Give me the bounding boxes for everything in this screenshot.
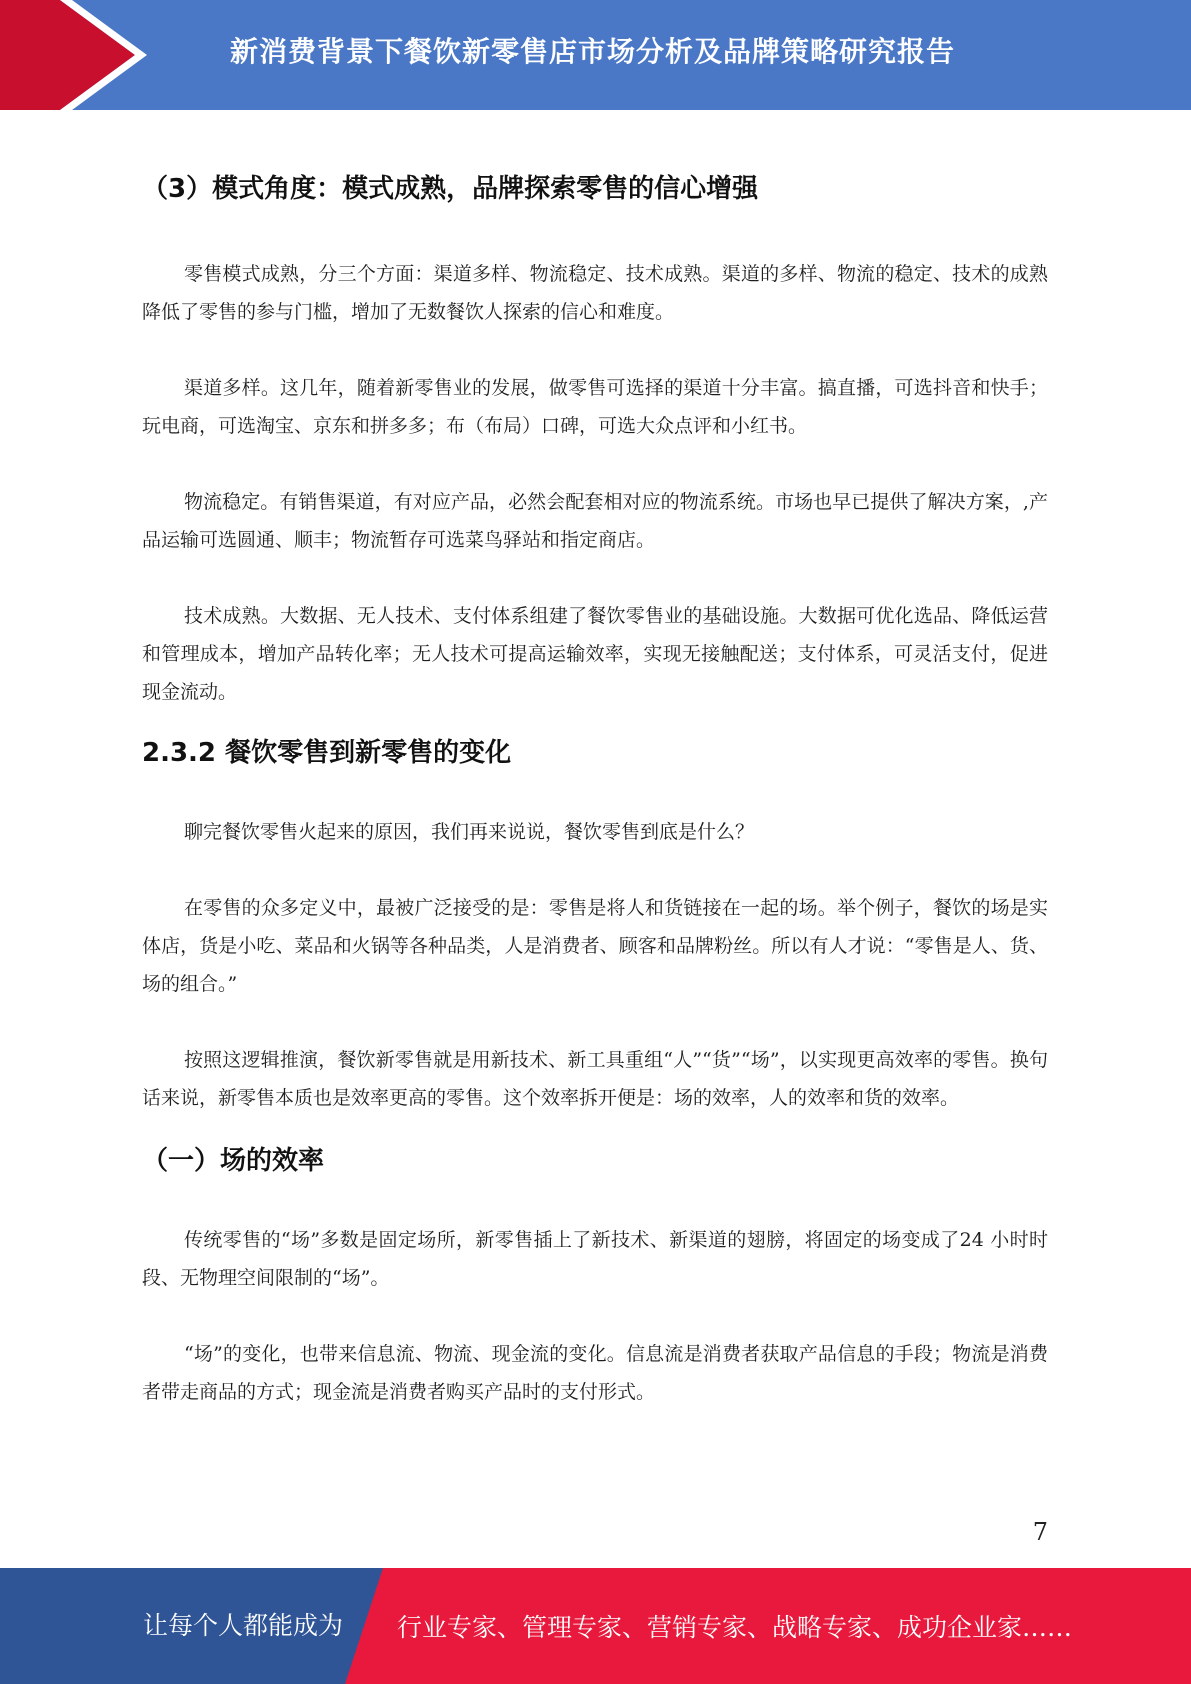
section-heading-mode: （3）模式角度：模式成熟，品牌探索零售的信心增强 [142,174,759,204]
header-arrow-decoration [0,0,160,110]
report-title: 新消费背景下餐饮新零售店市场分析及品牌策略研究报告 [230,35,956,68]
paragraph: 零售模式成熟，分三个方面：渠道多样、物流稳定、技术成熟。渠道的多样、物流的稳定、技术的成熟降低了零售的参与门槛，增加了无数餐饮人探索的信心和难度。 [142,263,1048,323]
paragraph: 在零售的众多定义中，最被广泛接受的是：零售是将人和货链接在一起的场。举个例子，餐饮的场是实体店，货是小吃、菜品和火锅等各种品类，人是消费者、顾客和品牌粉丝。所以有人才说：“零售是人、货、场的组合。” [142,897,1048,995]
page-number: 7 [1032,1518,1048,1546]
section-heading-2-3-2: 2.3.2 餐饮零售到新零售的变化 [142,738,512,768]
paragraph: 传统零售的“场”多数是固定场所，新零售插上了新技术、新渠道的翅膀，将固定的场变成了24 小时时段、无物理空间限制的“场”。 [142,1229,1048,1289]
footer-slogan-right: 行业专家、管理专家、营销专家、战略专家、成功企业家…… [397,1613,1073,1642]
paragraph: 渠道多样。这几年，随着新零售业的发展，做零售可选择的渠道十分丰富。搞直播，可选抖音和快手；玩电商，可选淘宝、京东和拼多多；布（布局）口碑，可选大众点评和小红书。 [142,377,1048,437]
paragraph: 物流稳定。有销售渠道，有对应产品，必然会配套相对应的物流系统。市场也早已提供了解决方案，,产品运输可选圆通、顺丰；物流暂存可选菜鸟驿站和指定商店。 [142,491,1048,551]
page-footer [0,1568,1191,1684]
page-content [142,165,1048,1411]
paragraph: 按照这逻辑推演，餐饮新零售就是用新技术、新工具重组“人”“货”“场”，以实现更高效率的零售。换句话来说，新零售本质也是效率更高的零售。这个效率拆开便是：场的效率，人的效率和货的效率。 [142,1049,1048,1109]
footer-slogan-left: 让每个人都能成为 [143,1611,344,1640]
paragraph: “场”的变化，也带来信息流、物流、现金流的变化。信息流是消费者获取产品信息的手段；物流是消费者带走商品的方式；现金流是消费者购买产品时的支付形式。 [142,1343,1048,1403]
section-heading-field-efficiency: （一）场的效率 [142,1146,325,1176]
paragraph: 技术成熟。大数据、无人技术、支付体系组建了餐饮零售业的基础设施。大数据可优化选品、降低运营和管理成本，增加产品转化率；无人技术可提高运输效率，实现无接触配送；支付体系，可灵活支付，促进现金流动。 [142,605,1048,703]
paragraph: 聊完餐饮零售火起来的原因，我们再来说说，餐饮零售到底是什么？ [184,821,755,843]
page-header [0,0,1191,110]
